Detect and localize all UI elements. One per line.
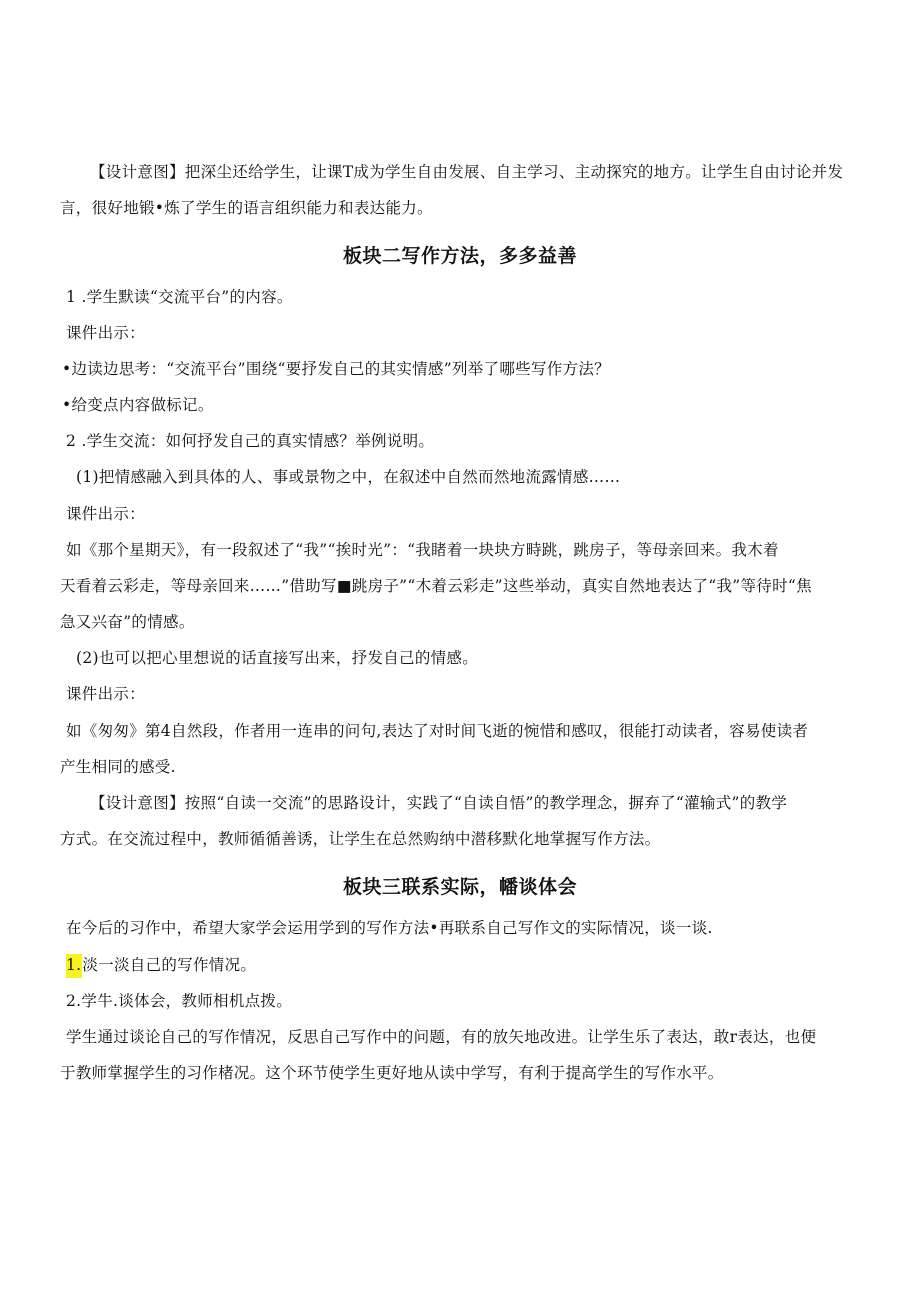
section-3-step-1 xyxy=(66,955,886,975)
section-heading-3: 板块三联系实际，幡谈体会 xyxy=(342,876,577,898)
design-intent-1-line2: 言，很好地锻•炼了学生的语言组织能力和表达能力。 xyxy=(60,199,433,217)
summary-line2: 于教师掌握学生的习作楮况。这个环节使学生更好地从读中学写，有利于提高学生的写作水平。 xyxy=(60,1064,724,1082)
design-intent-2-line1: 【设计意图】按照“自读一交流”的思路设计，实践了“自读自悟”的教学理念，摒弃了“灌输式”的教学 xyxy=(90,794,788,812)
courseware-label-3: 课件出示： xyxy=(66,685,146,703)
step-1: 1 .学生默读“交流平台”的内容。 xyxy=(66,288,293,306)
bullet-1: •边读边思考：“交流平台”围绕“要抒发自己的其实情感”列举了哪些写作方法？ xyxy=(62,360,610,378)
step-2: 2 .学生交流：如何抒发自己的真实情感？举例说明。 xyxy=(66,432,435,450)
highlighted-number: 1. xyxy=(66,954,82,978)
point-2: (2)也可以把心里想说的话直接写出来，抒发自己的情感。 xyxy=(76,649,479,667)
example-2-line2: 产生相同的感受. xyxy=(60,758,176,776)
example-1-line2: 天看着云彩走，等母亲回来……”借助写■跳房子”“木着云彩走”这些举动，真实自然地表达了“我”等待时“焦 xyxy=(60,577,812,595)
example-2-line1: 如《匆匆》第4自然段，作者用一连串的问句,表达了对时间飞逝的惋惜和感叹，很能打动读者，容易使读者 xyxy=(66,722,809,740)
example-1-line3: 急又兴奋”的情感。 xyxy=(60,613,195,631)
section-heading-2: 板块二写作方法，多多益善 xyxy=(342,245,577,267)
courseware-label-2: 课件出示： xyxy=(66,505,146,523)
point-1: (1)把情感融入到具体的人、事或景物之中，在叙述中自然而然地流露情感…… xyxy=(76,468,621,486)
design-intent-2-line2: 方式。在交流过程中，教师循循善诱，让学生在总然购纳中潜移默化地掌握写作方法。 xyxy=(60,830,661,848)
example-1-line1: 如《那个星期天》，有一段叙述了“我”“挨时光”：“我睹着一块块方畤跳，跳房子，等母亲回来。我木着 xyxy=(66,541,779,559)
section-3-step-1-text: 淡一淡自己的写作情况。 xyxy=(82,956,257,974)
summary-line1: 学生通过谈论自己的写作情况，反思自己写作中的问题，有的放矢地改进。让学生乐了表达，敢r表达，也便 xyxy=(66,1028,817,1046)
courseware-label-1: 课件出示： xyxy=(66,324,146,342)
design-intent-1-line1: 【设计意图】把深尘还给学生，让课T成为学生自由发展、自主学习、主动探究的地方。让学生自由讨论并发 xyxy=(90,163,844,181)
section-3-step-2: 2.学牛.谈体会，教师相机点拨。 xyxy=(66,992,293,1010)
section-3-intro: 在今后的习作中，希望大家学会运用学到的写作方法•再联系自己写作文的实际情况，谈一谈. xyxy=(66,919,713,937)
bullet-2: •给变点内容做标记。 xyxy=(62,396,214,414)
